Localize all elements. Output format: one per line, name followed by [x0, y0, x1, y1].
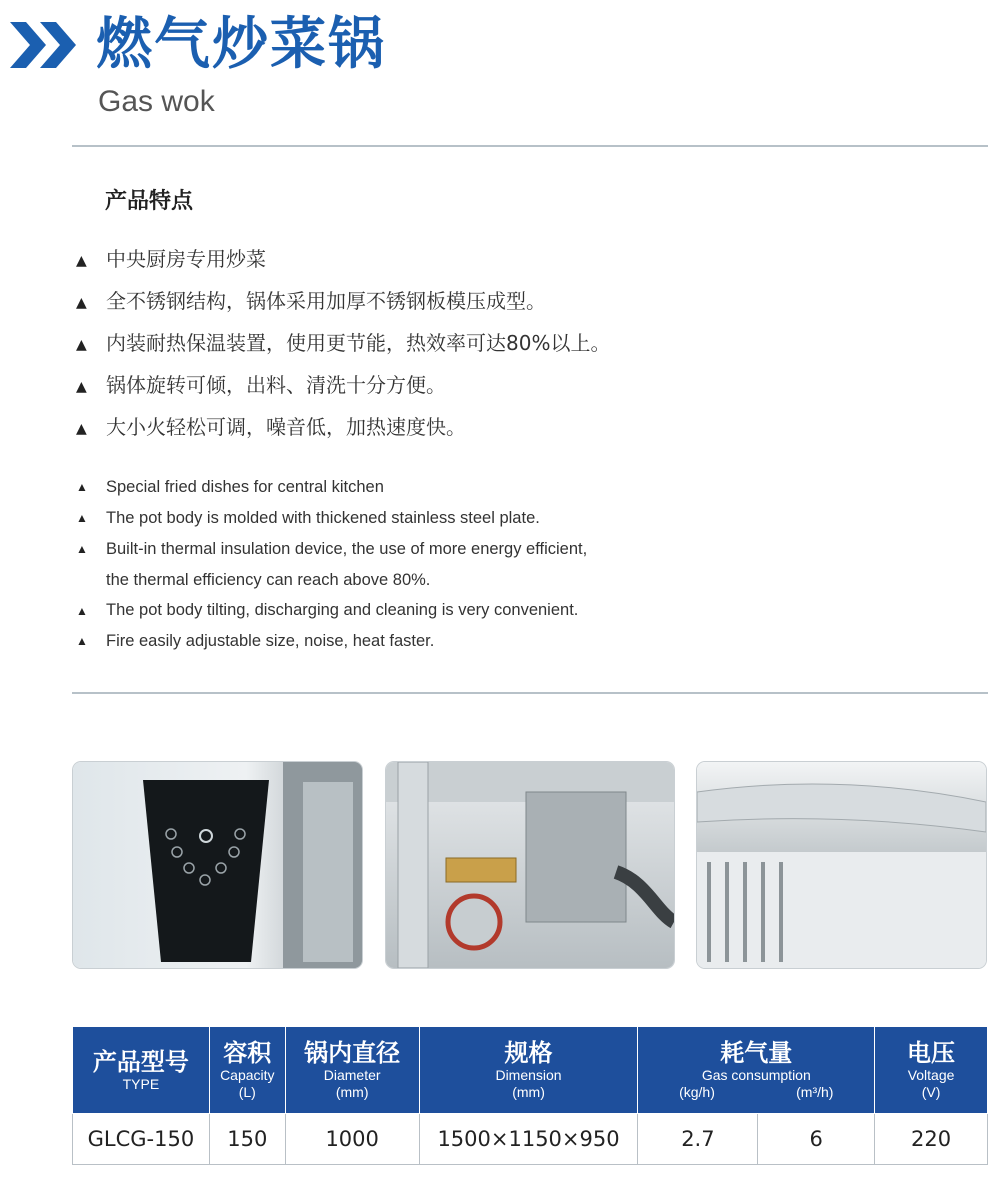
spec-table	[72, 1026, 988, 1165]
triangle-bullet-icon: ▲	[76, 511, 88, 526]
col-header-voltage: 电压 Voltage (V)	[875, 1027, 988, 1114]
cell-gas-kg: 2.7	[638, 1114, 758, 1165]
cell-voltage: 220	[875, 1114, 988, 1165]
table-row	[73, 1114, 988, 1165]
col-header-gas-consumption: 耗气量 Gas consumption (kg/h) (m³/h)	[638, 1027, 875, 1114]
feature-item-en: ▲ The pot body tilting, discharging and cleaning is very convenient.	[76, 595, 587, 626]
triangle-bullet-icon: ▲	[76, 480, 88, 495]
cell-capacity: 150	[209, 1114, 285, 1165]
feature-item-en: ▲ Special fried dishes for central kitchen	[76, 472, 587, 503]
feature-item-cn: ▲ 中央厨房专用炒菜	[76, 238, 610, 280]
col-header-diameter: 锅内直径 Diameter (mm)	[285, 1027, 419, 1114]
triangle-bullet-icon: ▲	[76, 378, 87, 395]
feature-item-cn: ▲ 大小火轻松可调，噪音低，加热速度快。	[76, 406, 610, 448]
feature-item-cn: ▲ 全不锈钢结构，锅体采用加厚不锈钢板模压成型。	[76, 280, 610, 322]
col-header-dimension: 规格 Dimension (mm)	[419, 1027, 638, 1114]
feature-item-en: ▲ Built-in thermal insulation device, the use of more energy efficient,	[76, 534, 587, 565]
features-list-en	[76, 472, 587, 657]
photo-control-panel	[73, 762, 362, 968]
triangle-bullet-icon: ▲	[76, 634, 88, 649]
triangle-bullet-icon: ▲	[76, 336, 87, 353]
triangle-bullet-icon: ▲	[76, 420, 87, 437]
page-title-cn: 燃气炒菜锅	[96, 12, 386, 77]
triangle-bullet-icon: ▲	[76, 252, 87, 269]
feature-item-cn: ▲ 内装耐热保温装置，使用更节能，热效率可达80%以上。	[76, 322, 610, 364]
cell-diameter: 1000	[285, 1114, 419, 1165]
feature-item-en: ▲ The pot body is molded with thickened stainless steel plate.	[76, 503, 587, 534]
cell-gas-m3: 6	[758, 1114, 875, 1165]
table-header-row	[73, 1027, 988, 1114]
cell-type: GLCG-150	[73, 1114, 210, 1165]
triangle-bullet-icon: ▲	[76, 294, 87, 311]
feature-item-en-continued: the thermal efficiency can reach above 80%.	[106, 570, 431, 589]
photo-gas-valve	[386, 762, 674, 968]
features-heading: 产品特点	[105, 189, 194, 214]
cell-dimension: 1500×1150×950	[419, 1114, 638, 1165]
col-header-capacity: 容积 Capacity (L)	[209, 1027, 285, 1114]
feature-item-cn: ▲ 锅体旋转可倾，出料、清洗十分方便。	[76, 364, 610, 406]
col-header-type: 产品型号 TYPE	[73, 1027, 210, 1114]
triangle-bullet-icon: ▲	[76, 542, 88, 557]
double-chevron-right-icon	[10, 22, 82, 68]
triangle-bullet-icon: ▲	[76, 603, 88, 618]
divider-top	[72, 145, 988, 147]
feature-item-en: ▲ Fire easily adjustable size, noise, heat faster.	[76, 626, 587, 657]
divider-middle	[72, 692, 988, 694]
page-title-en: Gas wok	[98, 85, 215, 118]
photo-pot-body	[697, 762, 986, 968]
features-list-cn	[76, 238, 610, 448]
